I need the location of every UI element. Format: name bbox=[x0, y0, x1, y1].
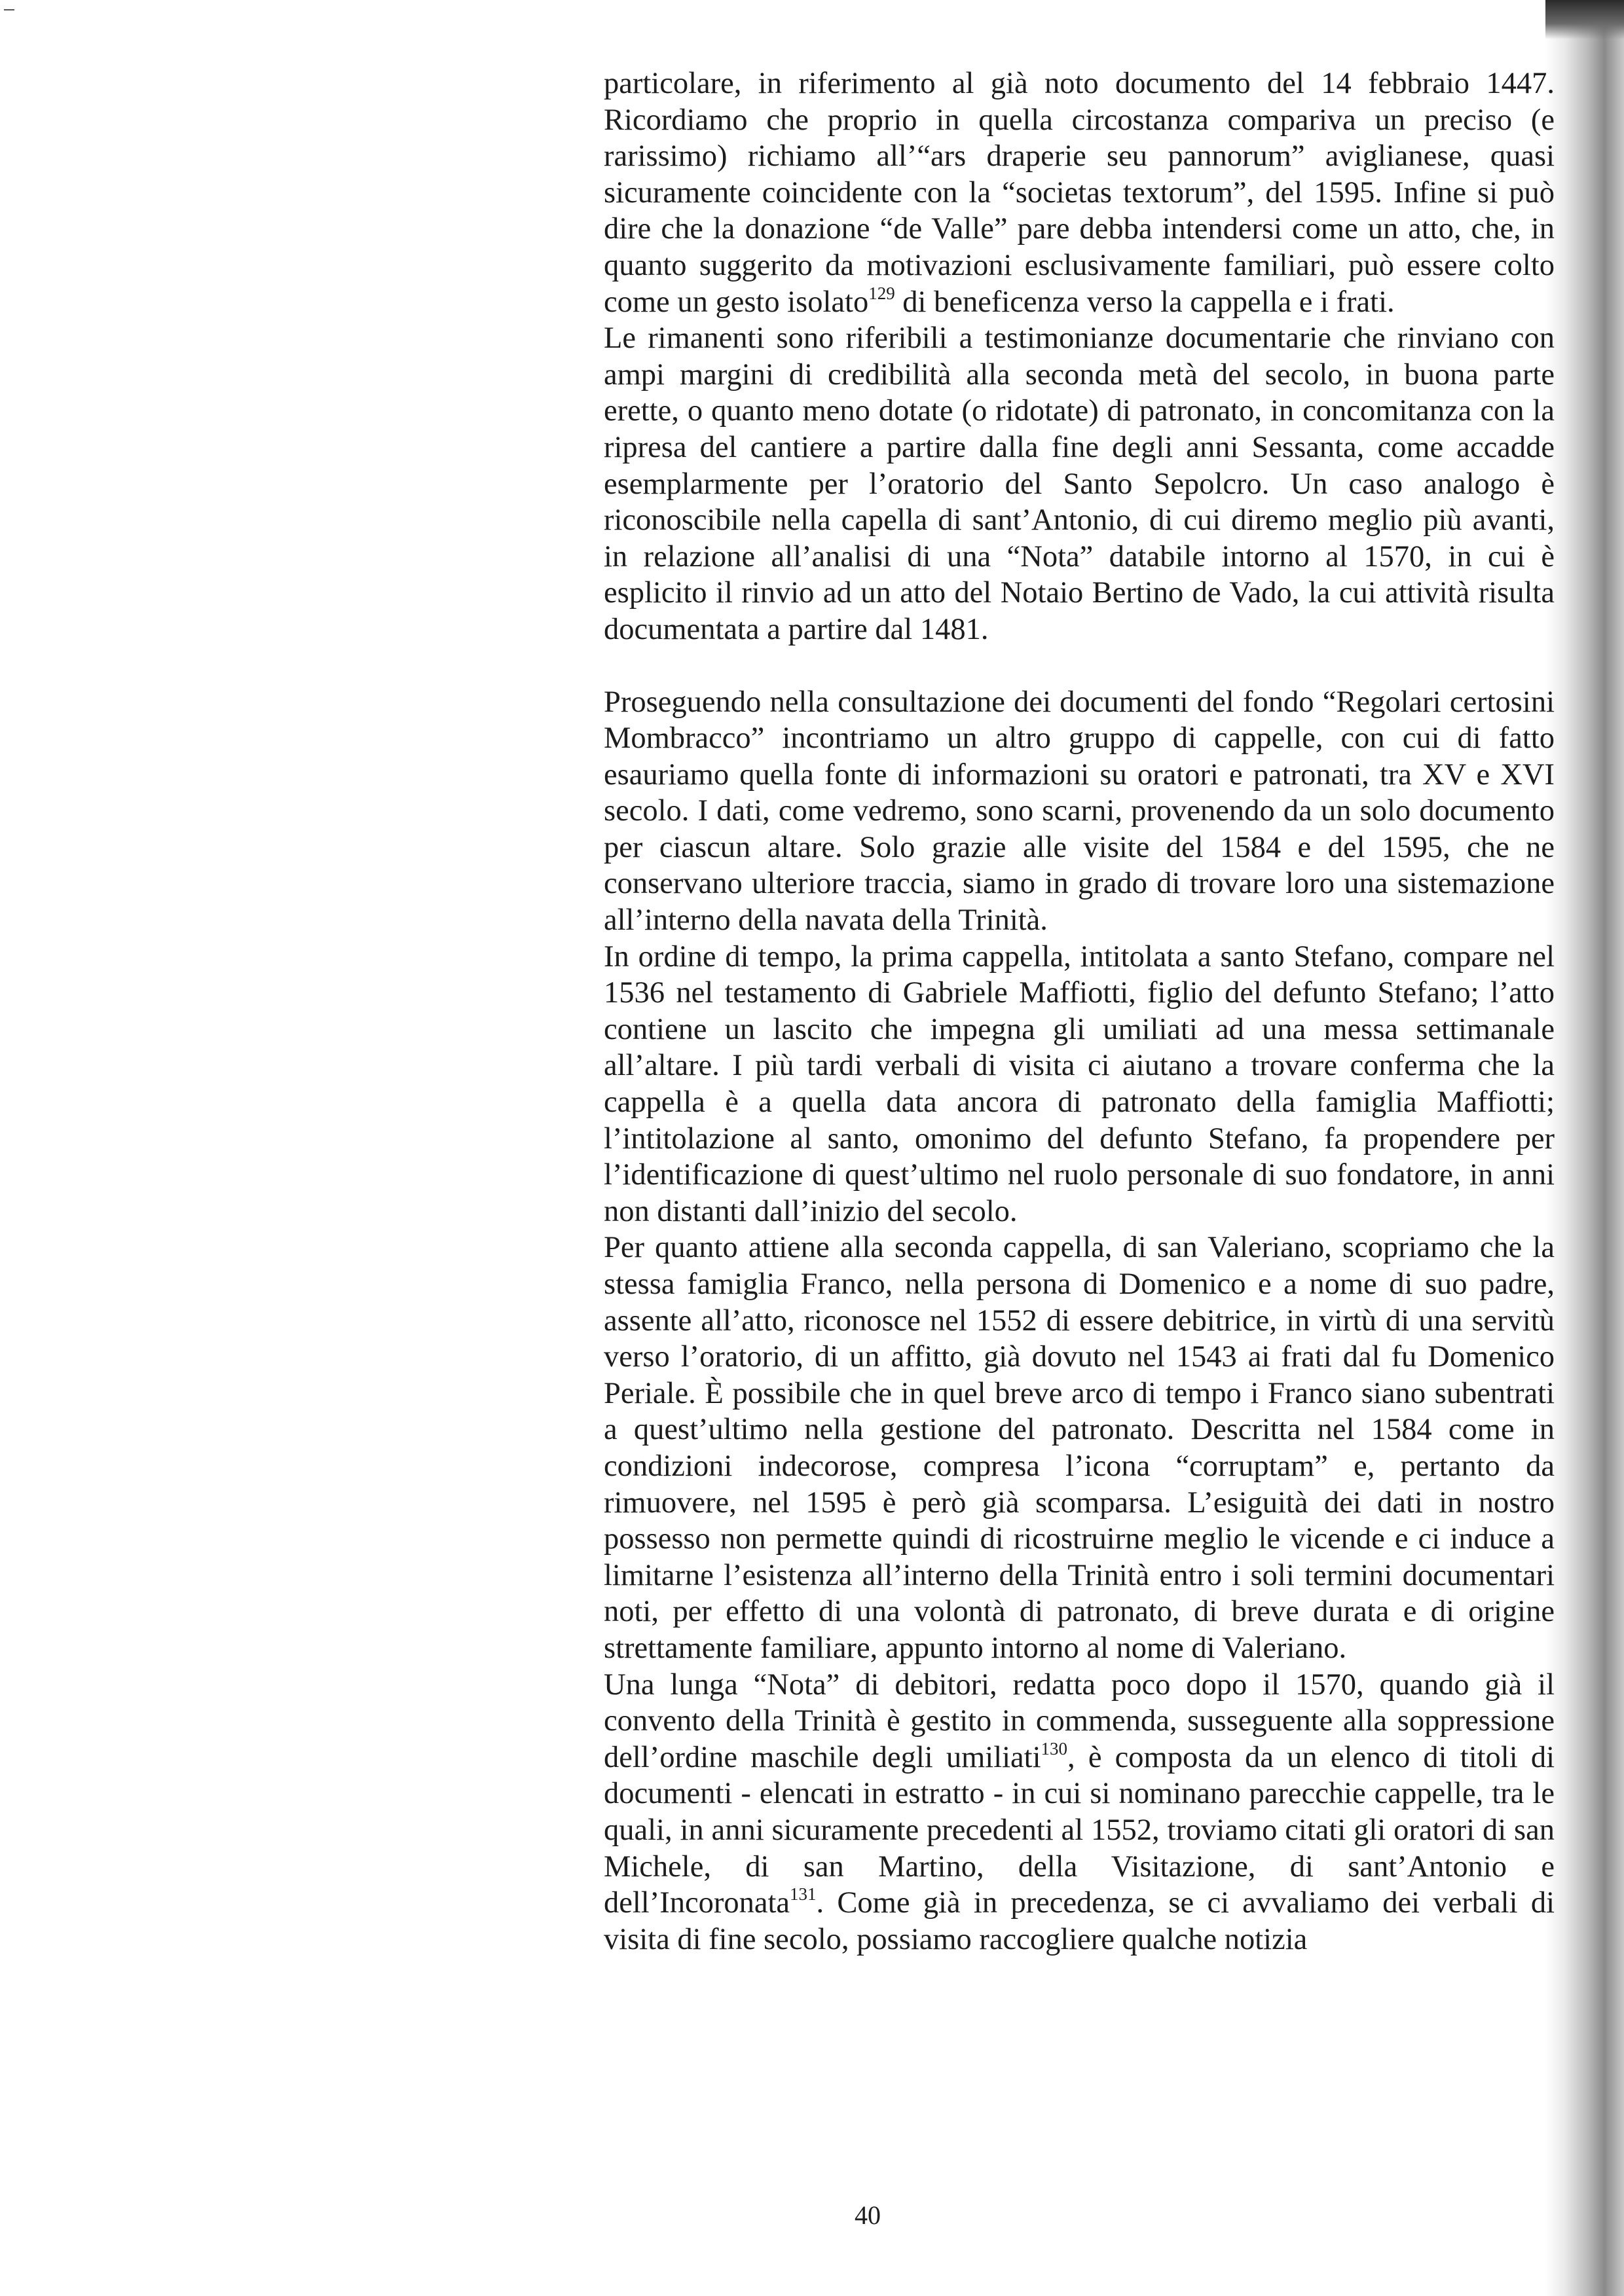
paragraph-text: Le rimanenti sono riferibili a testimonianze documentarie che rinviano con ampi margini di credibilità alla seconda metà del secolo, in buona parte erette, o quanto meno dotate (o ridotate) di patronato, in concomitanza con la ripresa del cantiere a partire dalla fine degli anni Sessanta, come accadde esemplarmente per l’oratorio del Santo Sepolcro. Un caso analogo è riconoscibile nella capella di sant’Antonio, di cui diremo meglio più avanti, in relazione all’analisi di una “Nota” databile intorno al 1570, in cui è esplicito il rinvio ad un atto del Notaio Bertino de Vado, la cui attività risulta documentata a partire dal 1481. bbox=[604, 321, 1555, 646]
corner-mark bbox=[4, 9, 14, 10]
page-number: 40 bbox=[855, 2200, 881, 2230]
body-text bbox=[604, 65, 1555, 1958]
paragraph-text: di beneficenza verso la cappella e i frati. bbox=[895, 285, 1395, 319]
paragraph-text: Per quanto attiene alla seconda cappella, di san Valeriano, scopriamo che la stessa famiglia Franco, nella persona di Domenico e a nome di suo padre, assente all’atto, riconosce nel 1552 di essere debitrice, in virtù di una servitù verso l’oratorio, di un affitto, già dovuto nel 1543 ai frati dal fu Domenico Periale. È possibile che in quel breve arco di tempo i Franco siano subentrati a quest’ultimo nella gestione del patronato. Descritta nel 1584 come in condizioni indecorose, compresa l’icona “corruptam” e, pertanto da rimuovere, nel 1595 è però già scomparsa. L’esiguità dei dati in nostro possesso non permette quindi di ricostruirne meglio le vicende e ci induce a limitarne l’esistenza all’interno della Trinità entro i soli termini documentari noti, per effetto di una volontà di patronato, di breve durata e di origine strettamente familiare, appunto intorno al nome di Valeriano. bbox=[604, 1231, 1555, 1665]
paragraph bbox=[604, 1667, 1555, 1958]
paragraph bbox=[604, 1230, 1555, 1666]
paragraph-text: In ordine di tempo, la prima cappella, intitolata a santo Stefano, compare nel 1536 nel testamento di Gabriele Maffiotti, figlio del defunto Stefano; l’atto contiene un lascito che impegna gli umiliati ad una messa settimanale all’altare. I più tardi verbali di visita ci aiutano a trovare conferma che la cappella è a quella data ancora di patronato della famiglia Maffiotti; l’intitolazione al santo, omonimo del defunto Stefano, fa propendere per l’identificazione di quest’ultimo nel ruolo personale di suo fondatore, in anni non distanti dall’inizio del secolo. bbox=[604, 939, 1555, 1228]
footnote-ref: 131 bbox=[790, 1884, 817, 1904]
paragraph-text: , è composta da un elenco di titoli di documenti - elencati in estratto - in cui si nominano parecchie cappelle, tra le quali, in anni sicuramente precedenti al 1552, troviamo citati gli oratori di san Michele, di san Martino, della Visitazione, di sant’Antonio e dell’Incoronata bbox=[604, 1740, 1555, 1920]
footnote-ref: 129 bbox=[868, 283, 895, 303]
footnote-ref: 130 bbox=[1041, 1738, 1067, 1758]
paragraph-text: particolare, in riferimento al già noto documento del 14 febbraio 1447. Ricordiamo che proprio in quella circostanza compariva un preciso (e rarissimo) richiamo all’“ars draperie seu pannorum” aviglianese, quasi sicuramente coincidente con la “societas textorum”, del 1595. Infine si può dire che la donazione “de Valle” pare debba intendersi come un atto, che, in quanto suggerito da motivazioni esclusivamente familiari, può essere colto come un gesto isolato bbox=[604, 67, 1555, 319]
paragraph-text: . Come già in precedenza, se ci avvaliamo dei verbali di visita di fine secolo, possiamo raccogliere qualche notizia bbox=[604, 1886, 1555, 1956]
paragraph-text: Una lunga “Nota” di debitori, redatta poco dopo il 1570, quando già il convento della Trinità è gestito in commenda, susseguente alla soppressione dell’ordine maschile degli umiliati bbox=[604, 1667, 1555, 1774]
paragraph-text: Proseguendo nella consultazione dei documenti del fondo “Regolari certosini Mombracco” incontriamo un altro gruppo di cappelle, con cui di fatto esauriamo quella fonte di informazioni su oratori e patronati, tra XV e XVI secolo. I dati, come vedremo, sono scarni, provenendo da un solo documento per ciascun altare. Solo grazie alle visite del 1584 e del 1595, che ne conservano ulteriore traccia, siamo in grado di trovare loro una sistemazione all’interno della navata della Trinità. bbox=[604, 685, 1555, 938]
paragraph bbox=[604, 939, 1555, 1230]
paragraph bbox=[604, 684, 1555, 939]
page-edge-shadow bbox=[1545, 0, 1624, 2296]
paragraph bbox=[604, 65, 1555, 320]
paragraph bbox=[604, 320, 1555, 647]
page-edge-top-shadow bbox=[1545, 0, 1624, 39]
